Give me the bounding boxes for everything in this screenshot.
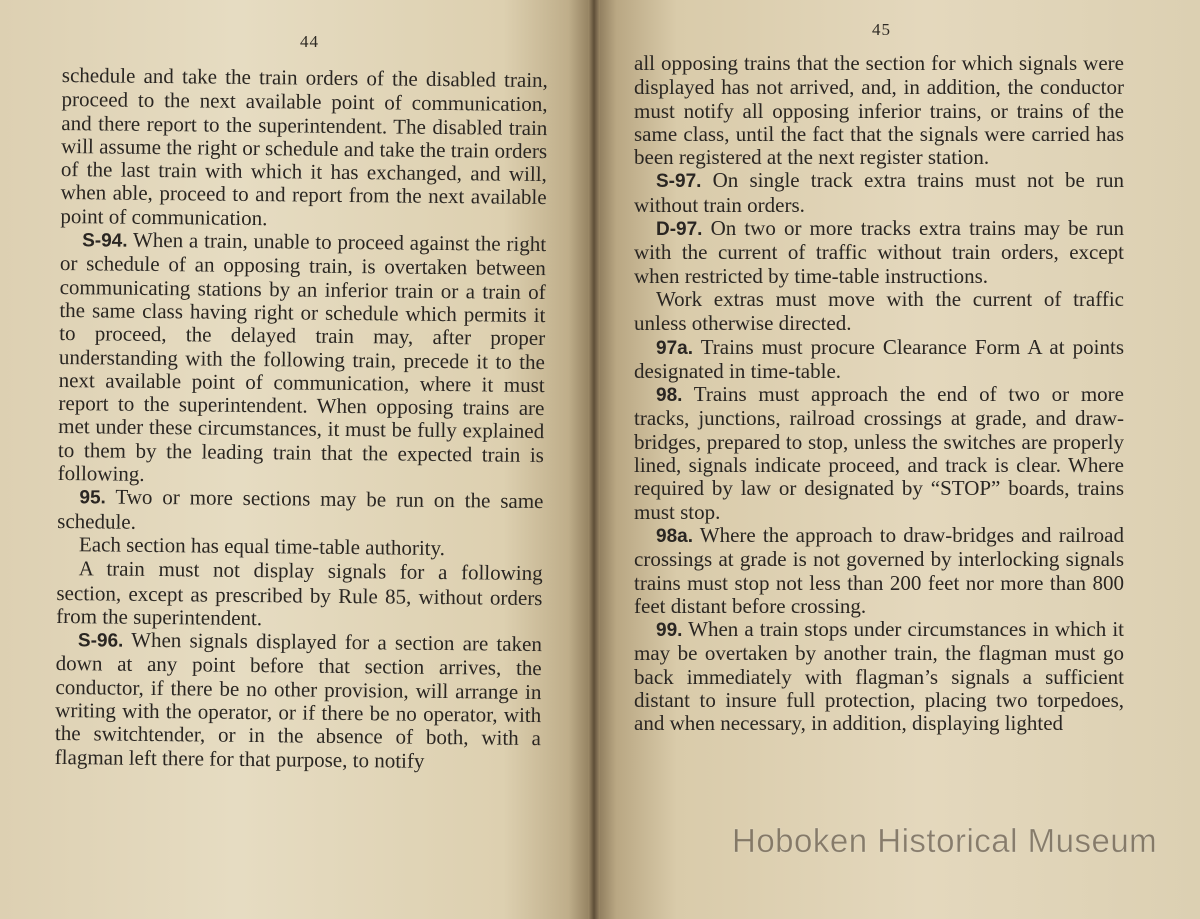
rule-number: 98.	[656, 385, 683, 407]
rule-number: 99.	[656, 620, 683, 642]
paragraph: Each section has equal time-table authority.	[78, 532, 446, 560]
paragraph: 95. Two or more sections may be run on the same schedule.	[57, 484, 544, 534]
paragraph: 98. Trains must approach the end of two or more tracks, junctions, railroad crossings at grade, and draw-bridges, prepared to stop, unless the switches are properly lined, signals indicate proceed, and track is clear. Where required by law or designated by “STOP” boards, trains must stop.	[634, 382, 1124, 524]
right-page-number: 45	[872, 20, 891, 39]
rule-number: D-97.	[656, 219, 703, 241]
paragraph: all opposing trains that the section for which signals were displayed has not arrived, and, in addition, the conductor must notify all opposing inferior trains, or trains of the same class, until the fact that the signals were carried has been registered at the next register station.	[634, 51, 1124, 170]
paragraph: 99. When a train stops under circumstances in which it may be overtaken by another train, the flagman must go back immediately with flagman’s signals a sufficient distant to insure full protection, placing two torpedoes, and when necessary, in addition, displaying lighted	[634, 617, 1124, 736]
rule-number: 98a.	[656, 525, 693, 547]
rule-number: S-96.	[77, 630, 124, 652]
paragraph: 97a. Trains must procure Clearance Form A at points designated in time-table.	[634, 334, 1125, 383]
rule-number: S-97.	[656, 171, 702, 193]
rule-number: S-94.	[82, 230, 128, 252]
rule-number: 97a.	[656, 337, 693, 359]
book-gutter	[588, 0, 600, 919]
paragraph: A train must not display signals for a following section, except as prescribed by Rule 85, without orders from the superintendent.	[56, 556, 543, 630]
rule-number: 95.	[79, 487, 106, 509]
paragraph: 98a. Where the approach to draw-bridges and railroad crossings at grade is not governed by interlocking signals trains must stop not less than 200 feet nor more than 800 feet distant before crossing.	[634, 522, 1125, 618]
museum-watermark: Hoboken Historical Museum	[732, 822, 1158, 859]
left-page-number: 44	[300, 32, 319, 51]
right-page	[592, 0, 1200, 919]
left-page-text	[55, 64, 548, 774]
paragraph: schedule and take the train orders of the disabled train, proceed to the next available point of communication, and there report to the superintendent. The disabled train will assume the right or schedule and take the train orders of the last train with which it has exchanged, and will, when able, proceed to and report from the next available point of communication.	[60, 63, 548, 230]
paragraph: Work extras must move with the current of traffic unless otherwise directed.	[634, 286, 1124, 336]
right-page-text	[634, 52, 1124, 736]
paragraph: S-96. When signals displayed for a section are taken down at any point before that section arrives, the conductor, if there be no other provision, will arrange in writing with the operator, or if there be no operator, with the switchtender, or in the absence of both, with a flagman left there for that purpose, to notify	[54, 627, 543, 773]
paragraph: S-94. When a train, unable to proceed against the right or schedule of an opposing train, is overtaken between communicating stations by an inferior train or a train of the same class having right or schedule which permits it to proceed, the delayed train may, after proper understanding with the following train, precede it to the next available point of communication, where it must report to the superintendent. When opposing trains are met under these circumstances, it must be fully explained to them by the leading train that the expected train is following.	[57, 227, 547, 486]
paragraph: D-97. On two or more tracks extra trains may be run with the current of traffic without train orders, except when restricted by time-table instructions.	[634, 216, 1125, 288]
paragraph: S-97. On single track extra trains must not be run without train orders.	[634, 168, 1124, 217]
left-page	[0, 0, 592, 919]
